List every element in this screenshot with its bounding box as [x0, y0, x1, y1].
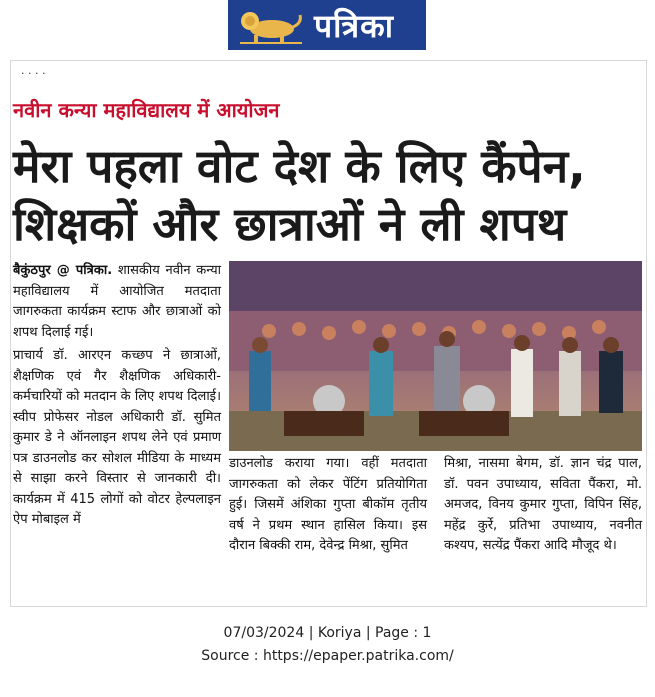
footer-edition-info: 07/03/2024 | Koriya | Page : 1 [223, 625, 432, 641]
masthead [228, 0, 426, 50]
dateline: बैकुंठपुर @ पत्रिका. [13, 263, 113, 278]
news-clipping [10, 60, 647, 607]
paragraph-1-text: शासकीय नवीन कन्या महाविद्यालय में आयोजित मतदाता जागरुकता कार्यक्रम स्टाफ और छात्राओं को शपथ दिलाई गई। [13, 263, 221, 340]
paragraph-2: प्राचार्य डॉ. आरएन कच्छप ने छात्राओं, शैक्षणिक एवं गैर शैक्षणिक अधिकारी-कर्मचारियों को मतदान के लिए शपथ दिलाई। स्वीप प्रोफेसर नोडल अधिकारी डॉ. सुमित कुमार डे ने ऑनलाइन शपथ लेने एवं प्रमाण पत्र डाउनलोड कर सोशल मीडिया के माध्यम से साझा करने विस्तार से जानकारी दी। कार्यक्रम में 415 लोगों को वोटर हेल्पलाइन ऐप मोबाइल में [13, 348, 221, 527]
article-column-1 [13, 261, 221, 534]
headline-line-2: शिक्षकों और छात्राओं ने ली शपथ [13, 197, 567, 251]
article-column-2: डाउनलोड कराया गया। वहीं मतदाता जागरुकता को लेकर पेंटिंग प्रतियोगिता हुई। जिसमें अंशिका गुप्ता बीकॉम तृतीय वर्ष ने प्रथम स्थान हासिल किया। इस दौरान बिक्की राम, देवेन्द्र मिश्रा, सुमित [229, 456, 427, 553]
paragraph-1 [13, 261, 221, 343]
headline-line-1: मेरा पहला वोट देश के लिए कैंपेन, [13, 139, 586, 193]
article-headline [13, 137, 641, 253]
masthead-title: पत्रिका [314, 6, 394, 45]
clipping-marker: · · · · [21, 67, 46, 80]
footer-source-link[interactable]: Source : https://epaper.patrika.com/ [201, 648, 454, 664]
article-column-3: मिश्रा, नासमा बेगम, डॉ. ज्ञान चंद्र पाल, डॉ. पवन उपाध्याय, सविता पैंकरा, मो. अमजद, विनय कुमार गुप्ता, विपिन सिंह, महेंद्र कुर्रे, प्रतिभा उपाध्याय, नवनीत कश्यप, सत्येंद्र पैंकरा आदि मौजूद थे। [444, 456, 642, 553]
lion-logo-icon [236, 5, 306, 45]
article-kicker: नवीन कन्या महाविद्यालय में आयोजन [13, 98, 280, 122]
article-photo [229, 261, 642, 451]
